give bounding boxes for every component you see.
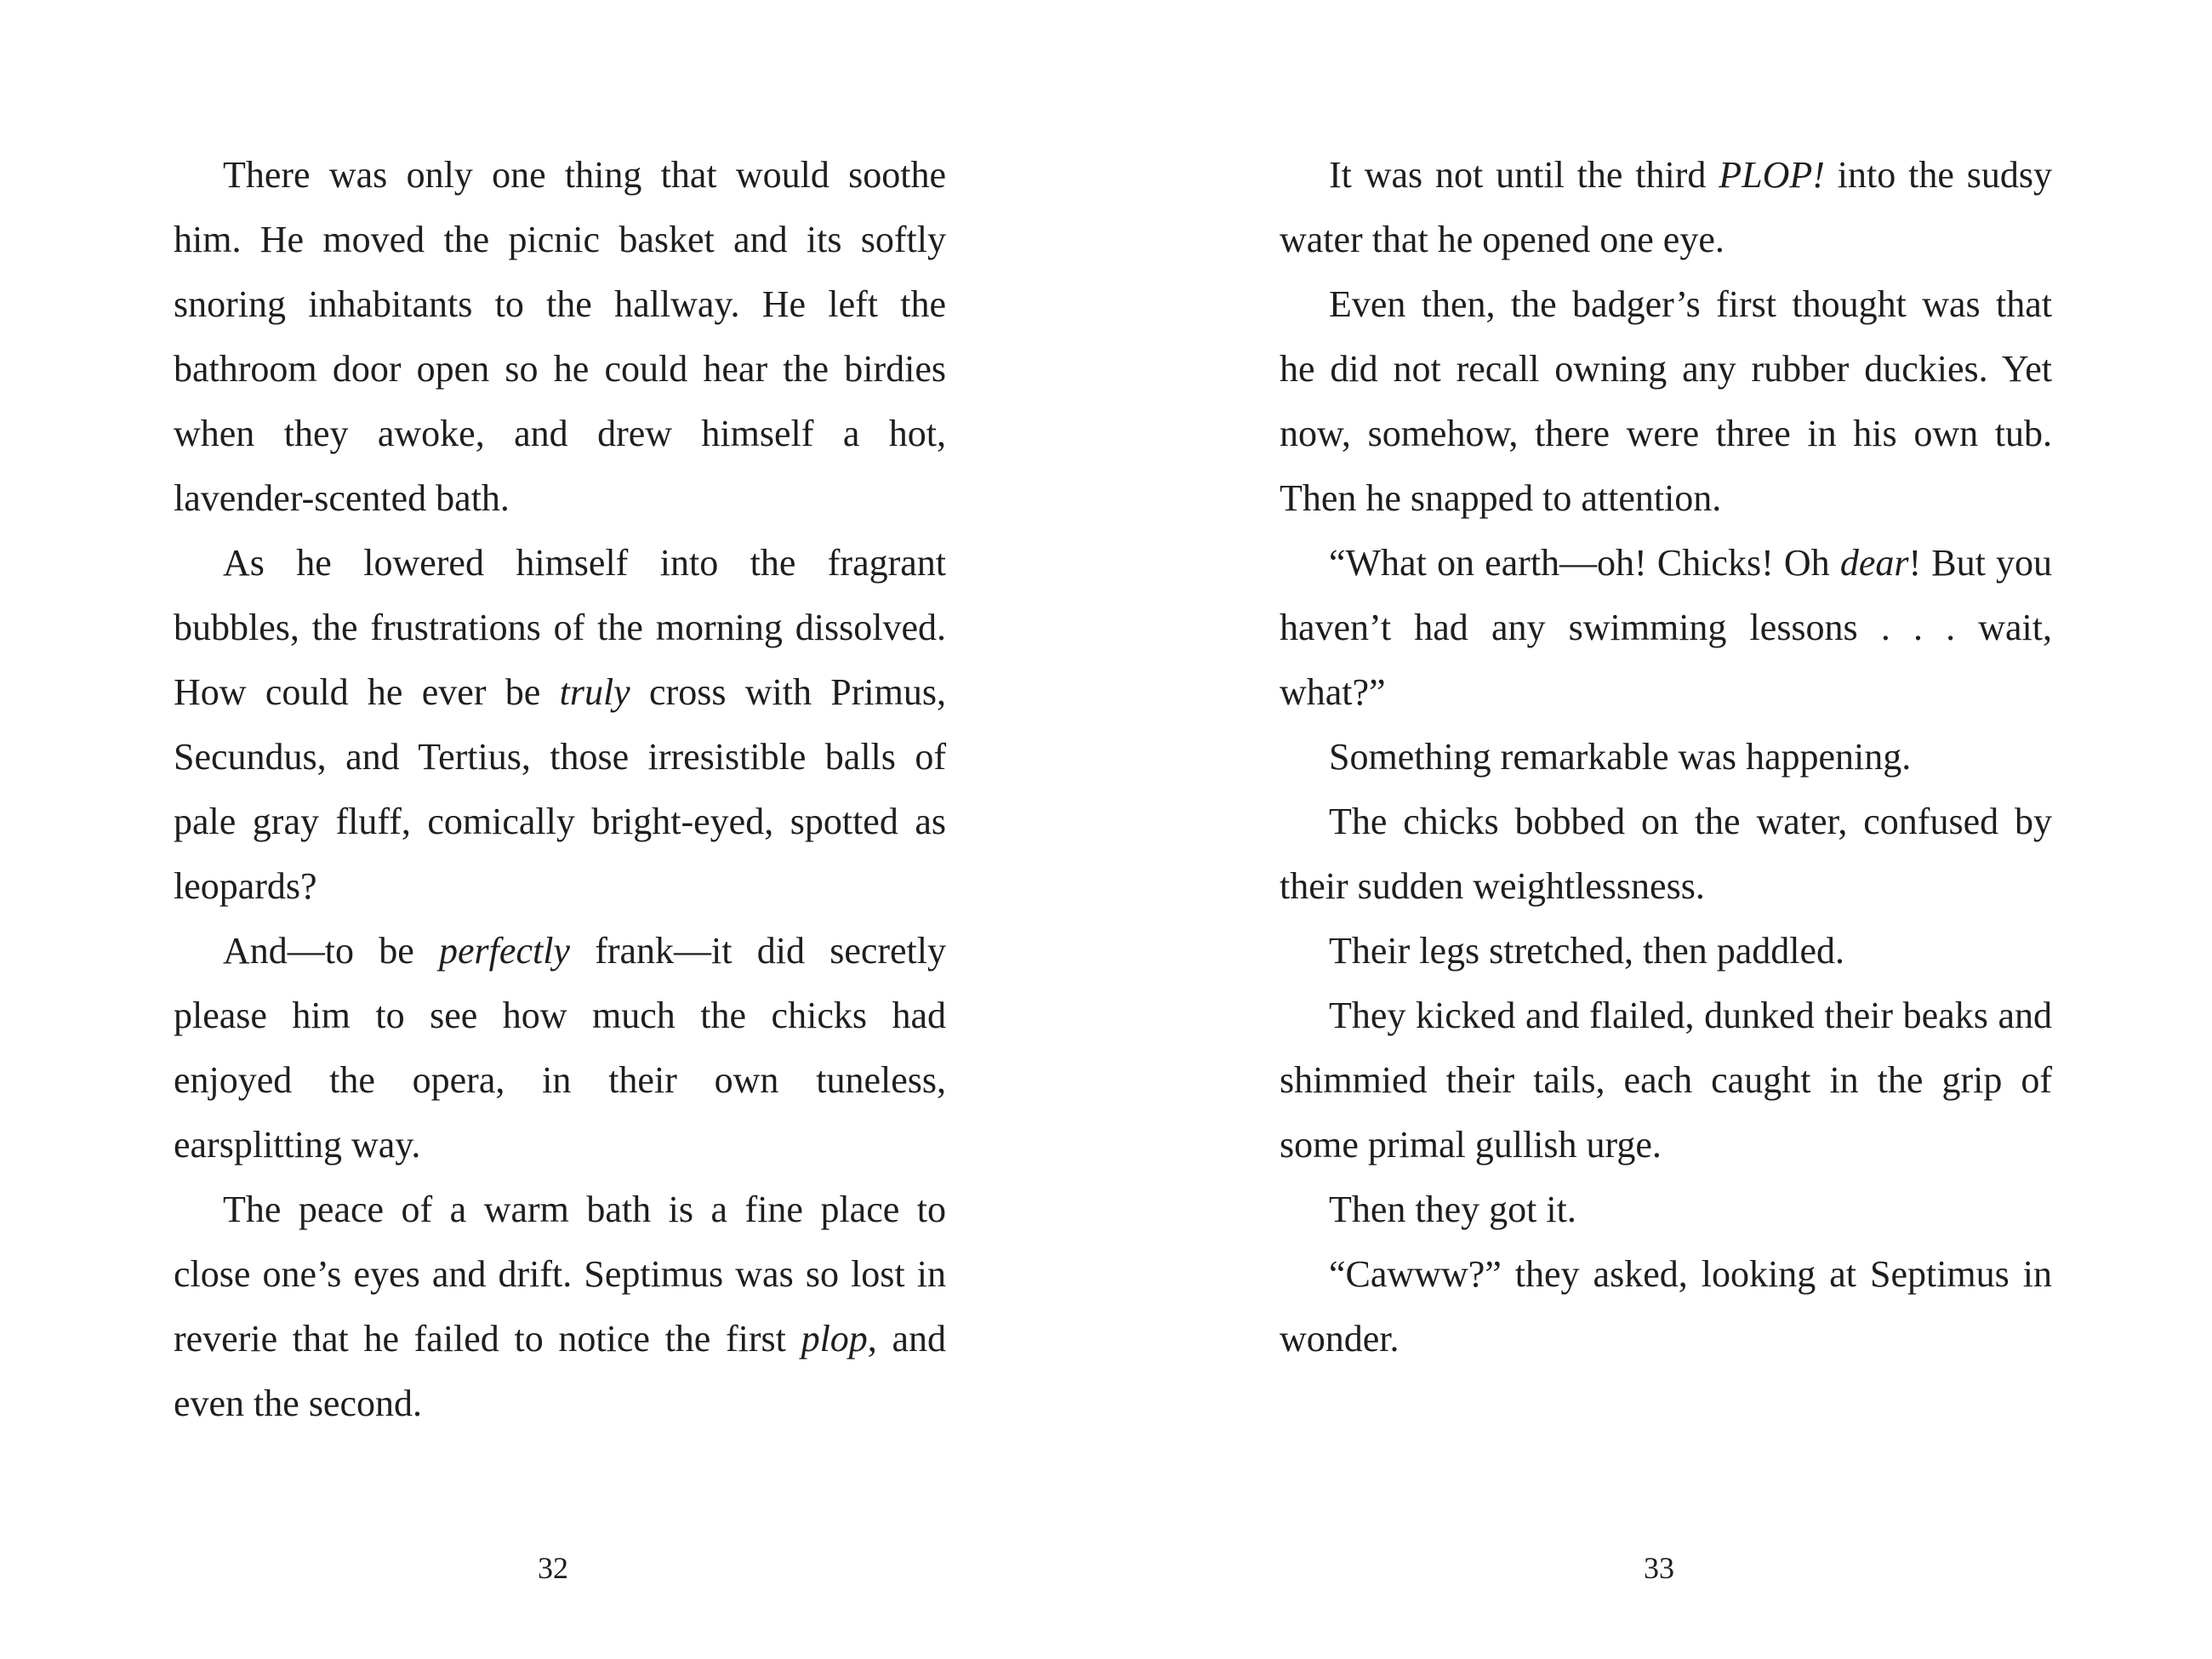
- paragraph: [1280, 725, 2052, 790]
- body-text: Their legs stretched, then paddled.: [1329, 930, 1845, 972]
- body-text: The peace of a warm bath is a fine place to close one’s eyes and drift. Septimus was so lost in reverie that he failed to notice the first: [174, 1189, 946, 1360]
- italic-text: truly: [559, 671, 630, 713]
- body-text: cross with Primus, Secundus, and Tertius, those irresistible balls of pale gray fluff, comically bright-eyed, spotted as leopards?: [174, 671, 946, 907]
- paragraph: [1280, 1242, 2052, 1371]
- body-text: Then they got it.: [1329, 1189, 1576, 1230]
- page-number-left: 32: [538, 1551, 568, 1585]
- paragraph: [1280, 272, 2052, 531]
- paragraph: [1280, 919, 2052, 983]
- italic-text: dear: [1839, 542, 1909, 584]
- paragraph: [1280, 790, 2052, 919]
- paragraph: [174, 919, 946, 1177]
- paragraph: [174, 1177, 946, 1436]
- body-text: , and even the second.: [174, 1318, 947, 1424]
- paragraph: [1280, 531, 2052, 725]
- paragraph: [1280, 143, 2052, 272]
- paragraph: [174, 143, 946, 531]
- body-text: And—to be: [223, 930, 440, 972]
- body-text: Something remarkable was happening.: [1329, 736, 1912, 778]
- body-text: ! But you haven’t had any swimming lessons . . . wait, what?”: [1280, 542, 2052, 713]
- body-text: into the sudsy water that he opened one eye.: [1280, 154, 2052, 260]
- book-page-right: [1106, 0, 2212, 1659]
- body-text: frank—it did secretly please him to see how much the chicks had enjoyed the opera, in their own tuneless, earsplitting way.: [174, 930, 947, 1166]
- page-text-left: [174, 143, 946, 1436]
- body-text: They kicked and flailed, dunked their beaks and shimmied their tails, each caught in the grip of some primal gullish urge.: [1280, 995, 2052, 1166]
- page-text-right: [1280, 143, 2052, 1371]
- body-text: It was not until the third: [1329, 154, 1719, 196]
- body-text: As he lowered himself into the fragrant bubbles, the frustrations of the morning dissolved. How could he ever be: [174, 542, 946, 713]
- body-text: “What on earth—oh! Chicks! Oh: [1329, 542, 1840, 584]
- paragraph: [1280, 983, 2052, 1177]
- paragraph: [1280, 1177, 2052, 1242]
- body-text: Even then, the badger’s first thought was that he did not recall owning any rubber duckies. Yet now, somehow, there were three in his own tub. Then he snapped to attention.: [1280, 283, 2052, 519]
- body-text: There was only one thing that would soothe him. He moved the picnic basket and its softly snoring inhabitants to the hallway. He left the bathroom door open so he could hear the birdies when they awoke, and drew himself a hot, lavender-scented bath.: [174, 154, 946, 519]
- body-text: “Cawww?” they asked, looking at Septimus in wonder.: [1280, 1253, 2052, 1360]
- page-number-right: 33: [1644, 1551, 1674, 1585]
- italic-text: plop: [801, 1318, 868, 1360]
- paragraph: [174, 531, 946, 919]
- italic-text: PLOP!: [1719, 154, 1825, 196]
- body-text: The chicks bobbed on the water, confused by their sudden weightlessness.: [1280, 801, 2052, 907]
- italic-text: perfectly: [439, 930, 570, 972]
